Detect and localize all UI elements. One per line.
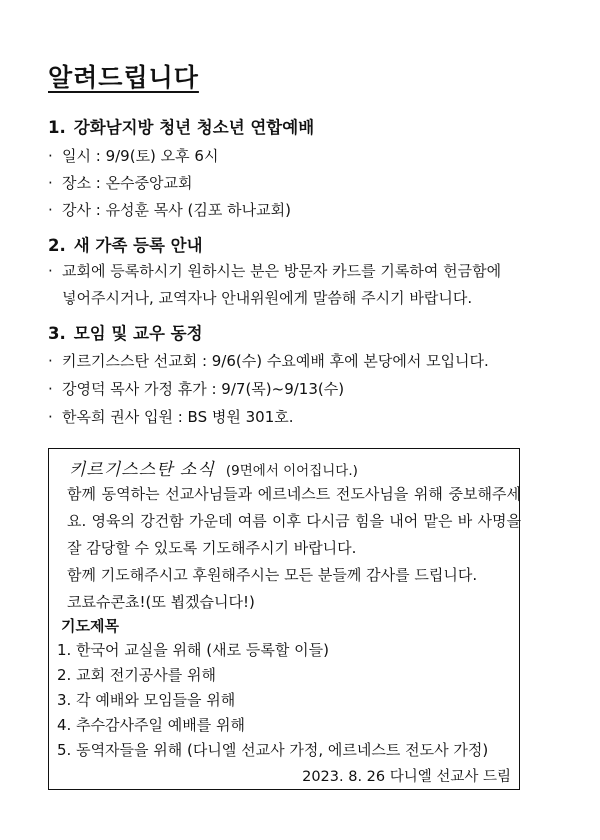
news-box-title: 키르기스스탄 소식 — [69, 460, 215, 480]
news-paragraph-1: 함께 동역하는 선교사님들과 에르네스트 전도사님을 위해 중보해주세요. 영육의 강건함 가운데 여름 이후 다시금 힘을 내어 맡은 바 사명을 잘 감당할 수 있도록 기도해주시기 바랍니다. — [67, 485, 521, 557]
news-box — [48, 448, 520, 790]
prayer-heading: 기도제목 — [61, 617, 119, 635]
section-3-number: 3. — [48, 324, 66, 343]
news-box-note: (9면에서 이어집니다.) — [225, 463, 358, 479]
section-2-number: 2. — [48, 236, 66, 255]
prayer-item-2: 2. 교회 전기공사를 위해 — [57, 666, 217, 684]
section-1-title — [48, 114, 314, 138]
bullet: · — [48, 174, 53, 192]
section-2-line-2: 넣어주시거나, 교역자나 안내위원에게 말씀해 주시기 바랍니다. — [62, 289, 473, 307]
bullet: · — [48, 201, 53, 219]
news-box-header — [69, 455, 358, 480]
bullet: · — [48, 380, 53, 398]
bullet: · — [48, 262, 53, 280]
news-paragraph-2: 함께 기도해주시고 후원해주시는 모든 분들께 감사를 드립니다. — [67, 566, 478, 584]
bullet: · — [48, 352, 53, 370]
section-1-item-2: · 장소 : 온수중앙교회 — [48, 174, 193, 192]
section-1-heading: 강화남지방 청년 청소년 연합예배 — [73, 118, 315, 137]
bullet: · — [48, 408, 53, 426]
section-1-item-3: · 강사 : 유성훈 목사 (김포 하나교회) — [48, 201, 291, 219]
section-2-heading: 새 가족 등록 안내 — [73, 236, 203, 255]
prayer-item-4: 4. 추수감사주일 예배를 위해 — [57, 716, 246, 734]
prayer-item-5: 5. 동역자들을 위해 (다니엘 선교사 가정, 에르네스트 전도사 가정) — [57, 741, 489, 759]
section-3-heading: 모임 및 교우 동정 — [73, 324, 203, 343]
section-3-item-1: · 키르기스스탄 선교회 : 9/6(수) 수요예배 후에 본당에서 모입니다. — [48, 352, 489, 370]
bullet: · — [48, 147, 53, 165]
page-title: 알려드립니다 — [48, 63, 199, 92]
section-3-item-2: · 강영덕 목사 가정 휴가 : 9/7(목)~9/13(수) — [48, 380, 345, 398]
section-3-item-3: · 한옥희 권사 입원 : BS 병원 301호. — [48, 408, 294, 426]
section-1-number: 1. — [48, 118, 66, 137]
section-1-item-1: · 일시 : 9/9(토) 오후 6시 — [48, 147, 219, 165]
news-paragraph-3: 코료슈콘쵸!(또 뵙겠습니다!) — [67, 593, 255, 611]
section-3-title — [48, 320, 203, 344]
section-2-line-1: · 교회에 등록하시기 원하시는 분은 방문자 카드를 기록하여 헌금함에 — [48, 258, 568, 285]
section-2-title — [48, 232, 203, 256]
section-2-text — [48, 258, 568, 312]
prayer-item-1: 1. 한국어 교실을 위해 (새로 등록할 이들) — [57, 641, 329, 659]
signature: 2023. 8. 26 다니엘 선교사 드림 — [302, 769, 511, 785]
prayer-item-3: 3. 각 예배와 모임들을 위해 — [57, 691, 236, 709]
